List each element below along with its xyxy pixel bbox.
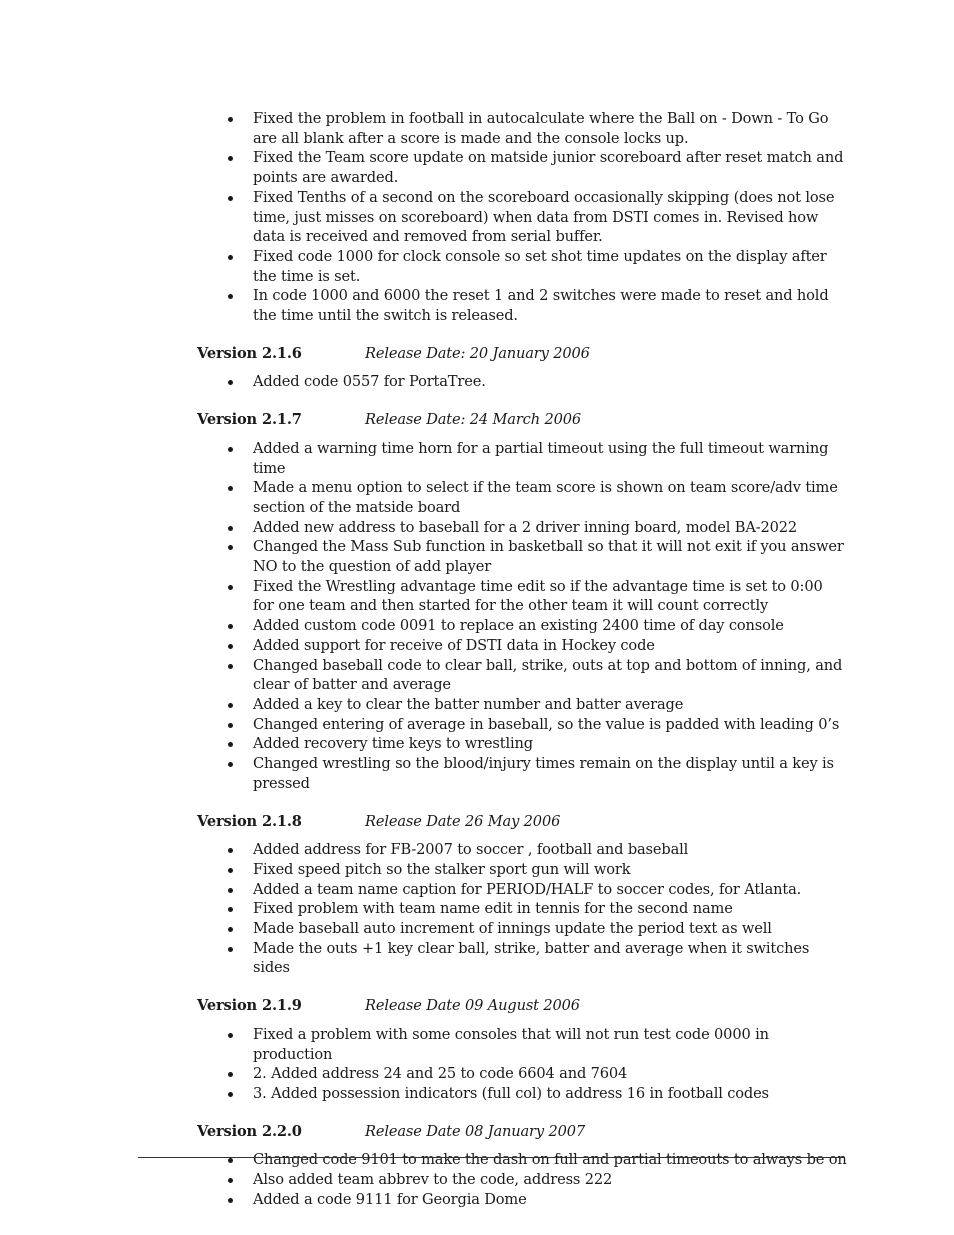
- list-item: [197, 636, 847, 656]
- bullet-icon: [228, 196, 233, 201]
- version-bullet-list: [197, 439, 847, 794]
- list-item: [197, 518, 847, 538]
- version-label: Version 2.1.8: [197, 812, 302, 830]
- release-date: Release Date 08 January 2007: [365, 1122, 585, 1140]
- bullet-icon: [228, 927, 233, 932]
- list-item: [197, 919, 847, 939]
- list-item-text: Made a menu option to select if the team score is shown on team score/adv time section of the matside board: [253, 479, 838, 516]
- list-item-text: In code 1000 and 6000 the reset 1 and 2 switches were made to reset and hold the time until the switch is released.: [253, 287, 829, 325]
- bullet-icon: [228, 703, 233, 708]
- list-item: [197, 1190, 847, 1210]
- bullet-icon: [228, 888, 233, 893]
- version-heading: [197, 812, 847, 832]
- list-item-text: Fixed Tenths of a second on the scoreboard occasionally skipping (does not lose time, just misses on scoreboard) when data from DSTI comes in. Revised how data is received and removed from serial buffer.: [253, 188, 835, 246]
- list-item-text: Fixed speed pitch so the stalker sport gun will work: [253, 860, 631, 878]
- list-item: [197, 899, 847, 919]
- list-item-text: Added support for receive of DSTI data in Hockey code: [253, 636, 655, 654]
- bullet-icon: [228, 624, 233, 629]
- bullet-icon: [228, 156, 233, 161]
- version-heading: [197, 410, 847, 430]
- bullet-icon: [228, 1178, 233, 1183]
- bullet-icon: [228, 868, 233, 873]
- list-item-text: Fixed code 1000 for clock console so set shot time updates on the display after the time is set.: [253, 247, 827, 285]
- release-date: Release Date 09 August 2006: [365, 997, 580, 1015]
- list-item: [197, 148, 847, 187]
- bullet-icon: [228, 447, 233, 452]
- list-item-text: Fixed a problem with some consoles that will not run test code 0000 in production: [253, 1025, 769, 1063]
- release-date: Release Date 26 May 2006: [365, 812, 561, 830]
- list-item-text: Added code 0557 for PortaTree.: [253, 373, 486, 391]
- list-item-text: Added a team name caption for PERIOD/HALF to soccer codes, for Atlanta.: [253, 880, 802, 898]
- version-bullet-list: [197, 372, 847, 392]
- list-item: [197, 537, 847, 576]
- list-item-text: 3. Added possession indicators (full col) to address 16 in football codes: [253, 1084, 769, 1102]
- list-item-text: Changed wrestling so the blood/injury times remain on the display until a key is pressed: [253, 755, 834, 792]
- version-label: Version 2.1.6: [197, 344, 302, 362]
- list-item-text: Fixed the problem in football in autocalculate where the Ball on - Down - To Go are all blank after a score is made and the console locks up.: [253, 110, 829, 147]
- bullet-icon: [228, 1198, 233, 1203]
- list-item: [197, 478, 847, 517]
- list-item-text: Added new address to baseball for a 2 driver inning board, model BA-2022: [253, 518, 798, 536]
- bullet-icon: [228, 545, 233, 550]
- list-item: [197, 439, 847, 478]
- list-item: [197, 1025, 847, 1064]
- list-item: [197, 577, 847, 616]
- list-item: [197, 695, 847, 715]
- bullet-icon: [228, 723, 233, 728]
- list-item: [197, 656, 847, 695]
- list-item: [197, 616, 847, 636]
- list-item-text: Fixed the Wrestling advantage time edit so if the advantage time is set to 0:00 for one team and then started for the other team it will count correctly: [253, 577, 823, 615]
- list-item-text: Changed code 9101 to make the dash on full and partial timeouts to always be on: [253, 1151, 847, 1169]
- release-date: Release Date: 20 January 2006: [365, 344, 590, 362]
- version-bullet-list: [197, 840, 847, 978]
- list-item-text: Added a code 9111 for Georgia Dome: [253, 1190, 527, 1208]
- list-item-text: Added address for FB-2007 to soccer , football and baseball: [253, 841, 689, 859]
- bullet-icon: [228, 1092, 233, 1097]
- version-label: Version 2.1.9: [197, 997, 302, 1015]
- bullet-icon: [228, 762, 233, 767]
- bullet-icon: [228, 255, 233, 260]
- list-item: [197, 286, 847, 325]
- bullet-icon: [228, 664, 233, 669]
- list-item: [197, 188, 847, 247]
- list-item-text: Fixed problem with team name edit in tennis for the second name: [253, 900, 733, 918]
- version-label: Version 2.1.7: [197, 411, 302, 429]
- bullet-icon: [228, 117, 233, 122]
- version-label: Version 2.2.0: [197, 1122, 302, 1140]
- list-item: [197, 372, 847, 392]
- bullet-icon: [228, 1072, 233, 1077]
- list-item: [197, 880, 847, 900]
- bullet-icon: [228, 1158, 233, 1163]
- version-heading: [197, 344, 847, 364]
- list-item: [197, 1170, 847, 1190]
- version-heading: [197, 1122, 847, 1142]
- list-item: [197, 1084, 847, 1104]
- list-item-text: Made the outs +1 key clear ball, strike, batter and average when it switches sides: [253, 939, 810, 977]
- list-item-text: Made baseball auto increment of innings update the period text as well: [253, 920, 772, 938]
- list-item: [197, 734, 847, 754]
- list-item-text: Changed entering of average in baseball, so the value is padded with leading 0’s: [253, 715, 840, 733]
- version-bullet-list: [197, 1025, 847, 1104]
- list-item: [197, 247, 847, 286]
- list-item-text: Added a key to clear the batter number and batter average: [253, 695, 684, 713]
- list-item-text: Added recovery time keys to wrestling: [253, 735, 533, 753]
- list-item: [197, 1064, 847, 1084]
- footer-divider: [138, 1157, 844, 1158]
- bullet-icon: [228, 907, 233, 912]
- bullet-icon: [228, 742, 233, 747]
- list-item: [197, 754, 847, 793]
- list-item: [197, 939, 847, 978]
- bullet-icon: [228, 947, 233, 952]
- list-item-text: Also added team abbrev to the code, address 222: [253, 1171, 613, 1189]
- release-notes-content: [197, 109, 847, 1209]
- list-item: [197, 715, 847, 735]
- bullet-icon: [228, 526, 233, 531]
- bullet-icon: [228, 848, 233, 853]
- version-heading: [197, 996, 847, 1016]
- bullet-icon: [228, 486, 233, 491]
- bullet-icon: [228, 1033, 233, 1038]
- release-date: Release Date: 24 March 2006: [365, 411, 581, 429]
- list-item: [197, 860, 847, 880]
- list-item: [197, 840, 847, 860]
- list-item: [197, 1150, 847, 1170]
- list-item-text: 2. Added address 24 and 25 to code 6604 and 7604: [253, 1065, 628, 1083]
- version-bullet-list: [197, 1150, 847, 1209]
- list-item-text: Changed baseball code to clear ball, strike, outs at top and bottom of inning, and clear of batter and average: [253, 656, 843, 694]
- list-item-text: Fixed the Team score update on matside junior scoreboard after reset match and points are awarded.: [253, 149, 844, 187]
- bullet-icon: [228, 294, 233, 299]
- bullet-icon: [228, 585, 233, 590]
- bullet-icon: [228, 380, 233, 385]
- list-item: [197, 109, 847, 148]
- intro-bullet-list: [197, 109, 847, 326]
- bullet-icon: [228, 644, 233, 649]
- list-item-text: Added custom code 0091 to replace an existing 2400 time of day console: [253, 617, 784, 635]
- list-item-text: Added a warning time horn for a partial timeout using the full timeout warning time: [253, 439, 829, 477]
- list-item-text: Changed the Mass Sub function in basketball so that it will not exit if you answer NO to the question of add player: [253, 538, 844, 576]
